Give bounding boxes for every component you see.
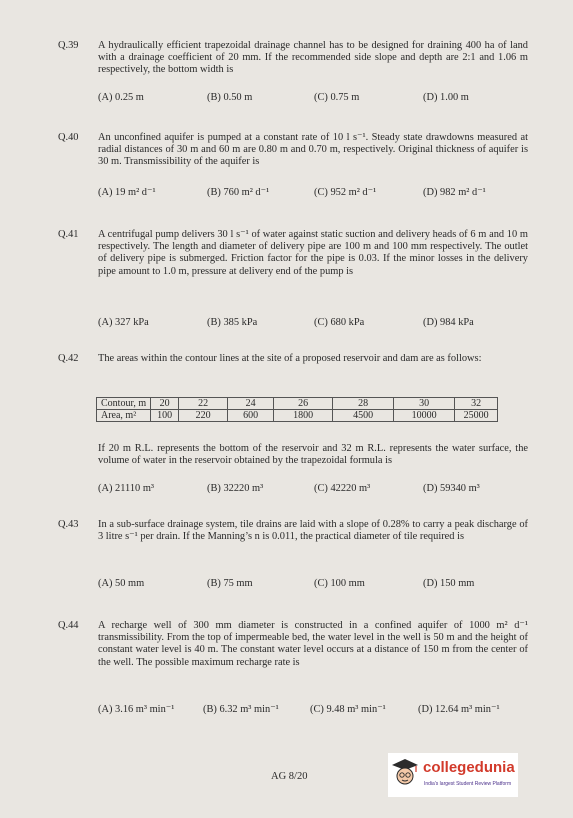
option-d[interactable]: (D) 12.64 m³ min⁻¹: [418, 704, 500, 715]
option-d[interactable]: (D) 982 m² d⁻¹: [423, 187, 486, 198]
table-cell: 100: [151, 410, 179, 422]
option-b[interactable]: (B) 0.50 m: [207, 92, 253, 103]
option-b[interactable]: (B) 760 m² d⁻¹: [207, 187, 270, 198]
question-text: An unconfined aquifer is pumped at a constant rate of 10 l s⁻¹. Steady state drawdowns measured at radial distances of 30 m and 60 m are 0.80 m and 0.70 m, respectively. Original thickness of aquifer is 30 m. Transmissibility of the aquifer is: [98, 132, 528, 168]
option-b[interactable]: (B) 75 mm: [207, 578, 253, 589]
page-number: AG 8/20: [271, 771, 308, 782]
options-row: [98, 578, 528, 592]
option-c[interactable]: (C) 0.75 m: [314, 92, 360, 103]
option-a[interactable]: (A) 19 m² d⁻¹: [98, 187, 156, 198]
table-cell: 32: [455, 398, 498, 410]
question-text: A hydraulically efficient trapezoidal drainage channel has to be designed for draining 400 ha of land with a drainage coefficient of 20 mm. If the recommended side slope and depth are 2:1 and 1.06 m respectively, the bottom width is: [98, 40, 528, 76]
brand-tagline: India's largest Student Review Platform: [424, 781, 512, 787]
question-number: Q.44: [58, 620, 79, 631]
table-row-header: Contour, m: [97, 398, 151, 410]
question-number: Q.39: [58, 40, 79, 51]
question-text: A recharge well of 300 mm diameter is constructed in a confined aquifer of 1000 m² d⁻¹ transmissibility. From the top of impermeable bed, the water level in the well is 50 m and the height of constant water level is 40 m. The constant water level occurs at a distance of 150 m from the center of the well. The possible maximum recharge rate is: [98, 620, 528, 668]
option-a[interactable]: (A) 3.16 m³ min⁻¹: [98, 704, 175, 715]
table-cell: 25000: [455, 410, 498, 422]
option-b[interactable]: (B) 6.32 m³ min⁻¹: [203, 704, 279, 715]
question-number: Q.43: [58, 519, 79, 530]
table-cell: 28: [333, 398, 394, 410]
option-c[interactable]: (C) 9.48 m³ min⁻¹: [310, 704, 386, 715]
option-a[interactable]: (A) 327 kPa: [98, 317, 149, 328]
option-d[interactable]: (D) 59340 m³: [423, 483, 480, 494]
option-a[interactable]: (A) 21110 m³: [98, 483, 155, 494]
question-41: [58, 229, 528, 328]
brand-name: collegedunia: [423, 759, 515, 776]
question-number: Q.42: [58, 353, 79, 364]
options-row: [98, 92, 528, 106]
option-c[interactable]: (C) 680 kPa: [314, 317, 365, 328]
options-row: [98, 187, 528, 201]
options-row: [98, 483, 528, 497]
question-text-continued: If 20 m R.L. represents the bottom of the reservoir and 32 m R.L. represents the water surface, the volume of water in the reservoir obtained by the trapezoidal formula is: [98, 443, 528, 467]
question-text: The areas within the contour lines at the site of a proposed reservoir and dam are as follows:: [98, 353, 482, 364]
options-row: [98, 704, 528, 718]
table-cell: 26: [274, 398, 333, 410]
table-cell: 1800: [274, 410, 333, 422]
table-row: [97, 398, 498, 410]
table-cell: 20: [151, 398, 179, 410]
contour-table-wrap: [58, 397, 528, 427]
option-b[interactable]: (B) 385 kPa: [207, 317, 258, 328]
option-b[interactable]: (B) 32220 m³: [207, 483, 264, 494]
options-row: [98, 317, 528, 331]
graduate-icon: [390, 757, 420, 787]
question-text: In a sub-surface drainage system, tile drains are laid with a slope of 0.28% to carry a peak discharge of 3 litre s⁻¹ per drain. If the Manning’s n is 0.011, the practical diameter of tile required is: [98, 519, 528, 543]
question-number: Q.40: [58, 132, 79, 143]
question-40: [58, 132, 528, 198]
table-row: [97, 410, 498, 422]
option-d[interactable]: (D) 984 kPa: [423, 317, 474, 328]
question-44: [58, 620, 528, 715]
option-d[interactable]: (D) 150 mm: [423, 578, 475, 589]
table-cell: 30: [394, 398, 455, 410]
option-a[interactable]: (A) 50 mm: [98, 578, 145, 589]
question-39: [58, 40, 528, 103]
question-42: [58, 353, 528, 494]
option-c[interactable]: (C) 952 m² d⁻¹: [314, 187, 377, 198]
table-row-header: Area, m²: [97, 410, 151, 422]
table-cell: 4500: [333, 410, 394, 422]
option-a[interactable]: (A) 0.25 m: [98, 92, 144, 103]
collegedunia-watermark: [388, 753, 518, 797]
table-cell: 24: [228, 398, 274, 410]
table-cell: 10000: [394, 410, 455, 422]
table-cell: 600: [228, 410, 274, 422]
option-c[interactable]: (C) 100 mm: [314, 578, 365, 589]
question-text: A centrifugal pump delivers 30 l s⁻¹ of water against static suction and delivery heads of 6 m and 10 m respectively. The length and diameter of delivery pipe are 100 m and 100 mm respectively. The outlet of delivery pipe is submerged. Friction factor for the pipe is 0.03. If the minor losses in the delivery pipe amount to 1.0 m, pressure at delivery end of the pump is: [98, 229, 528, 277]
contour-area-table: [96, 397, 498, 422]
table-cell: 220: [179, 410, 228, 422]
question-43: [58, 519, 528, 589]
option-c[interactable]: (C) 42220 m³: [314, 483, 371, 494]
table-cell: 22: [179, 398, 228, 410]
question-number: Q.41: [58, 229, 79, 240]
option-d[interactable]: (D) 1.00 m: [423, 92, 469, 103]
